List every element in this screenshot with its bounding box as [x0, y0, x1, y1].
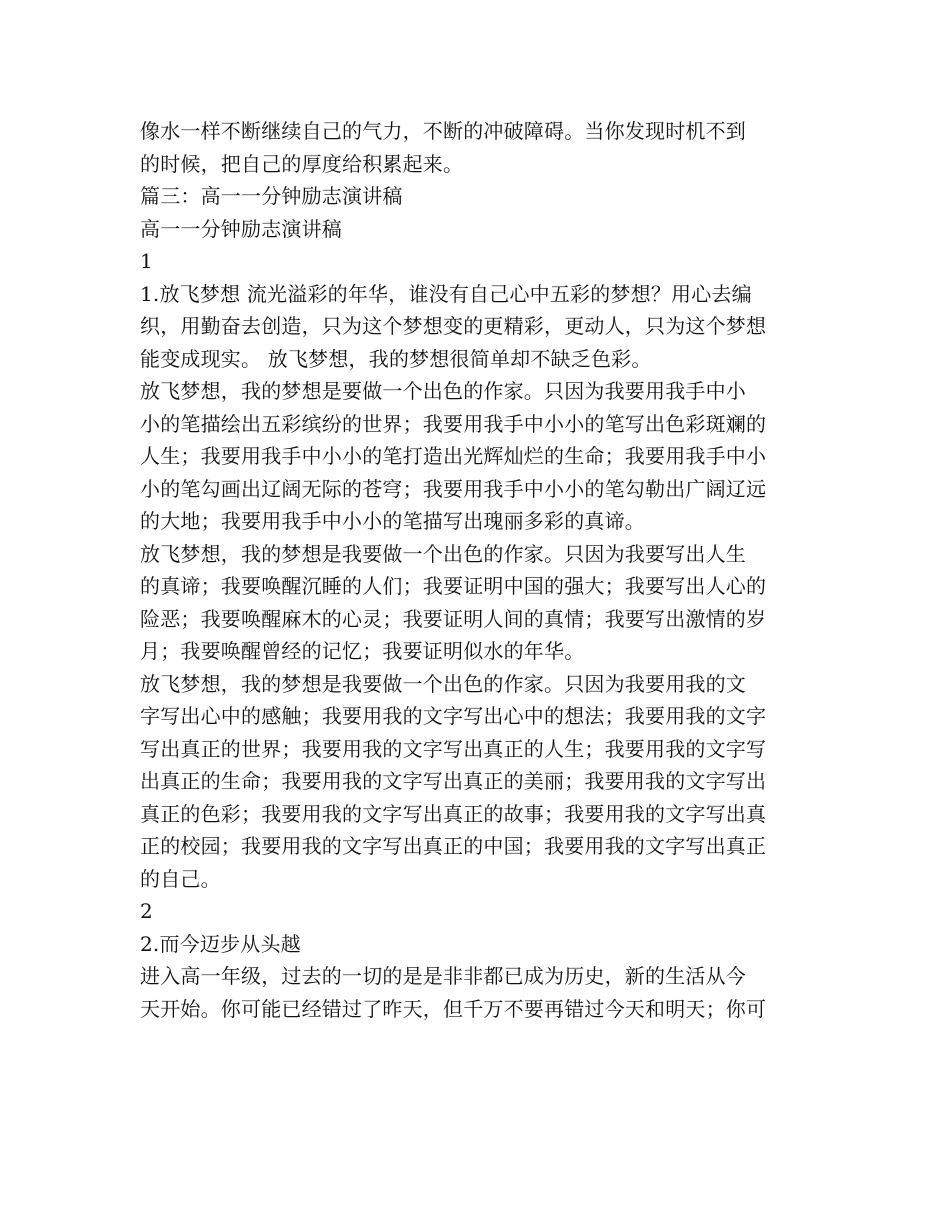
text-line: 进入高一年级，过去的一切的是是非非都已成为历史，新的生活从今 — [140, 964, 746, 988]
text-line: 险恶；我要唤醒麻木的心灵；我要证明人间的真情；我要写出激情的岁 — [140, 606, 767, 631]
text-line: 放飞梦想，我的梦想是要做一个出色的作家。只因为我要用我手中小 — [140, 379, 746, 403]
text-line: 的大地；我要用我手中小小的笔描写出瑰丽多彩的真谛。 — [140, 509, 645, 533]
document-body — [140, 115, 818, 1025]
text-line: 正的校园；我要用我的文字写出真正的中国；我要用我的文字写出真正 — [140, 834, 767, 858]
text-line: 放飞梦想，我的梦想是我要做一个出色的作家。只因为我要用我的文 — [140, 671, 746, 696]
section-number: 2 — [140, 899, 153, 923]
text-line: 能变成现实。 放飞梦想，我的梦想很简单却不缺乏色彩。 — [140, 346, 652, 371]
section-heading: 2.而今迈步从头越 — [140, 931, 301, 956]
text-line: 字写出心中的感触；我要用我的文字写出心中的想法；我要用我的文字 — [140, 704, 767, 728]
text-line: 小的笔勾画出辽阔无际的苍穹；我要用我手中小小的笔勾勒出广阔辽远 — [140, 476, 767, 501]
text-line: 的真谛；我要唤醒沉睡的人们；我要证明中国的强大；我要写出人心的 — [140, 574, 767, 598]
text-line: 放飞梦想，我的梦想是我要做一个出色的作家。只因为我要写出人生 — [140, 541, 746, 566]
text-line: 织，用勤奋去创造，只为这个梦想变的更精彩，更动人，只为这个梦想 — [140, 314, 767, 338]
section-number: 1 — [140, 249, 153, 273]
section-heading: 篇三：高一一分钟励志演讲稿 — [140, 184, 403, 208]
document-title: 高一一分钟励志演讲稿 — [140, 216, 342, 241]
text-line: 月；我要唤醒曾经的记忆；我要证明似水的年华。 — [140, 639, 585, 663]
text-line: 出真正的生命；我要用我的文字写出真正的美丽；我要用我的文字写出 — [140, 769, 767, 793]
text-line: 像水一样不断继续自己的气力，不断的冲破障碍。当你发现时机不到 — [140, 119, 746, 143]
text-line: 写出真正的世界；我要用我的文字写出真正的人生；我要用我的文字写 — [140, 736, 767, 761]
text-line: 的自己。 — [140, 866, 221, 891]
text-line: 小的笔描绘出五彩缤纷的世界；我要用我手中小小的笔写出色彩斑斓的 — [140, 411, 767, 436]
text-line: 的时候，把自己的厚度给积累起来。 — [140, 151, 464, 176]
text-line: 人生；我要用我手中小小的笔打造出光辉灿烂的生命；我要用我手中小 — [140, 444, 767, 468]
text-line: 天开始。你可能已经错过了昨天，但千万不要再错过今天和明天；你可 — [140, 996, 767, 1021]
text-line: 真正的色彩；我要用我的文字写出真正的故事；我要用我的文字写出真 — [140, 801, 767, 826]
text-line: 1.放飞梦想 流光溢彩的年华，谁没有自己心中五彩的梦想？用心去编 — [140, 281, 752, 306]
